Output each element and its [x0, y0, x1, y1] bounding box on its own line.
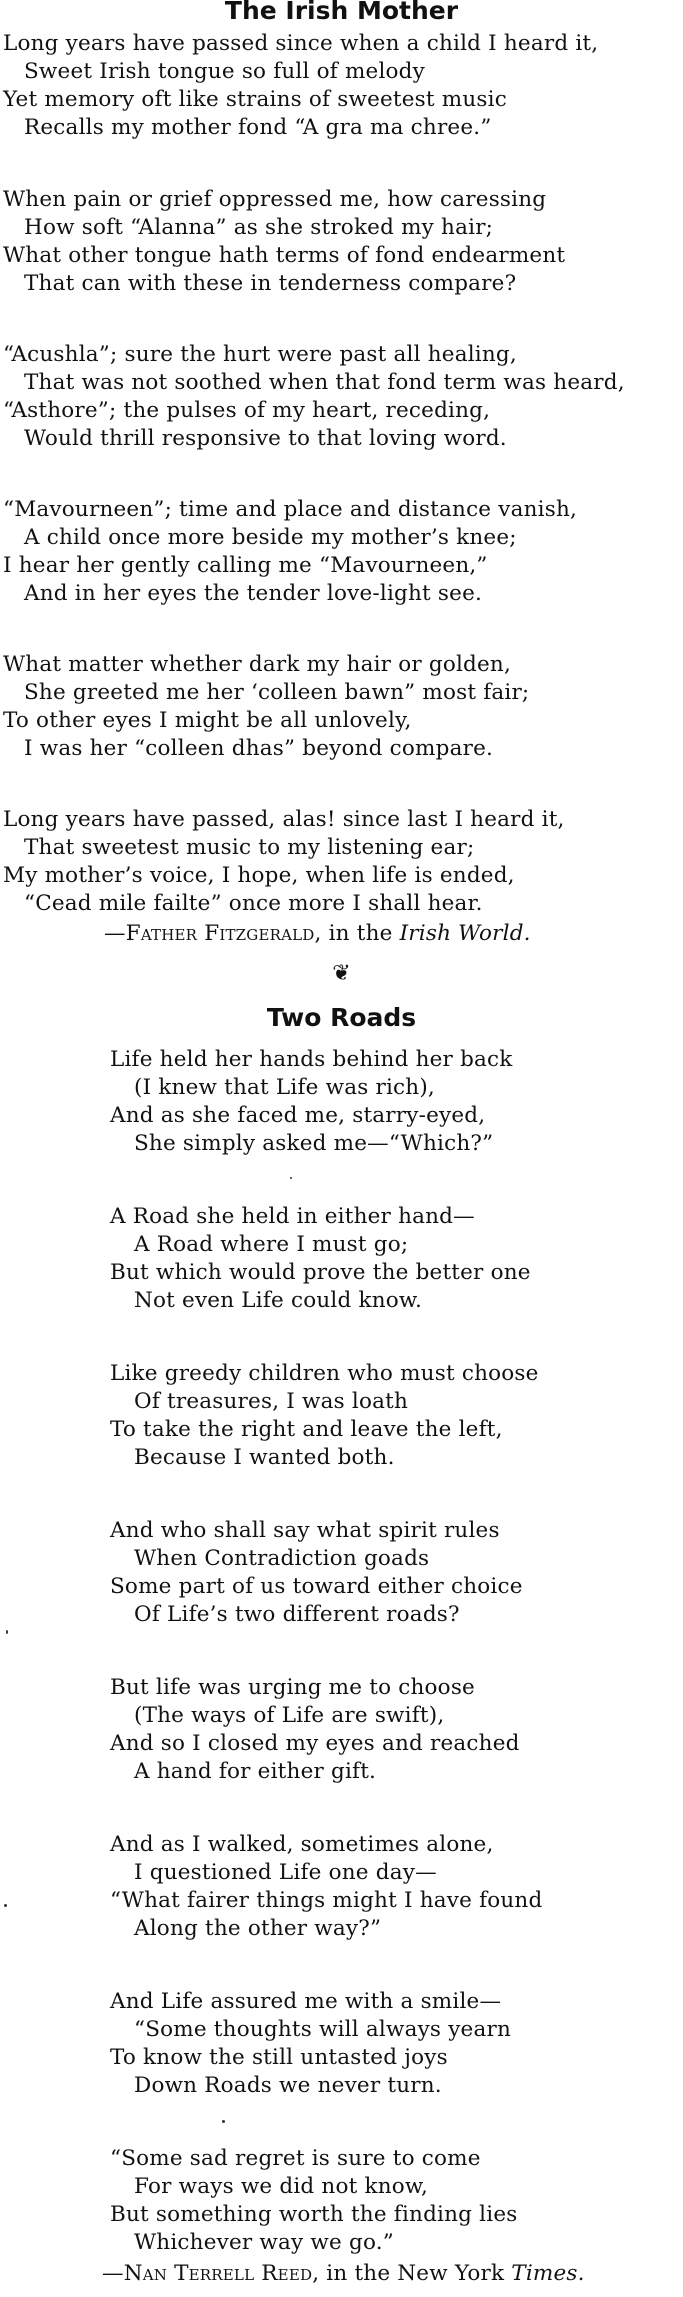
scan-speck	[4, 1904, 7, 1907]
poem-line: What other tongue hath terms of fond endearment	[3, 243, 566, 268]
poem-line: Some part of us toward either choice	[110, 1574, 523, 1599]
poem-line: That was not soothed when that fond term was heard,	[24, 370, 625, 395]
poem-line: Long years have passed, alas! since last I heard it,	[3, 807, 565, 832]
scan-speck	[6, 1630, 8, 1634]
attribution-author: Father Fitzgerald	[125, 921, 315, 946]
poem-line: That sweetest music to my listening ear;	[24, 835, 475, 860]
poem-attribution	[102, 2260, 585, 2288]
poem-line: “Mavourneen”; time and place and distance vanish,	[3, 497, 578, 522]
poem-line: When pain or grief oppressed me, how caressing	[3, 187, 547, 212]
poem-line: To take the right and leave the left,	[110, 1417, 503, 1442]
poem-line: How soft “Alanna” as she stroked my hair;	[24, 215, 494, 240]
poem-line: (The ways of Life are swift),	[134, 1703, 445, 1728]
poem-line: What matter whether dark my hair or golden,	[3, 652, 512, 677]
poem-attribution	[104, 920, 531, 948]
poem-line: A Road where I must go;	[134, 1232, 409, 1257]
poem-line: “Acushla”; sure the hurt were past all healing,	[3, 342, 517, 367]
poem-line: Long years have passed since when a child I heard it,	[3, 31, 599, 56]
scan-speck	[290, 1177, 292, 1179]
scan-speck	[222, 2120, 225, 2123]
poem-line: Down Roads we never turn.	[134, 2073, 442, 2098]
poem-line: Of treasures, I was loath	[134, 1389, 409, 1414]
poem-line: And so I closed my eyes and reached	[110, 1731, 520, 1756]
poem-line: (I knew that Life was rich),	[134, 1075, 435, 1100]
poem-line: That can with these in tenderness compare?	[24, 271, 517, 296]
poem-line: My mother’s voice, I hope, when life is ended,	[3, 863, 515, 888]
poem-line: Like greedy children who must choose	[110, 1361, 539, 1386]
poem-line: But life was urging me to choose	[110, 1675, 475, 1700]
poem-line: “Asthore”; the pulses of my heart, receding,	[3, 398, 491, 423]
poem-line: “Some thoughts will always yearn	[134, 2017, 512, 2042]
poem-line: To other eyes I might be all unlovely,	[3, 708, 412, 733]
poem-line: I hear her gently calling me “Mavourneen,”	[3, 553, 488, 578]
poem-line: But which would prove the better one	[110, 1260, 531, 1285]
poem-title: The Irish Mother	[224, 0, 459, 25]
poem-line: And Life assured me with a smile—	[110, 1989, 502, 2014]
poem-line: Yet memory oft like strains of sweetest music	[3, 87, 507, 112]
poem-line: And as I walked, sometimes alone,	[110, 1832, 494, 1857]
poem-line: A child once more beside my mother’s knee;	[24, 525, 517, 550]
poem-line: But something worth the finding lies	[110, 2202, 518, 2227]
poem-line: To know the still untasted joys	[110, 2045, 448, 2070]
poem-line: I questioned Life one day—	[134, 1860, 437, 1885]
poem-line: Whichever way we go.”	[134, 2230, 394, 2255]
poem-line: Not even Life could know.	[134, 1288, 422, 1313]
attribution-connector: , in the New York	[312, 2261, 512, 2286]
poem-line: Along the other way?”	[134, 1916, 382, 1941]
poem-line: She greeted me her ‘colleen bawn” most fair;	[24, 680, 530, 705]
fleuron-ornament-icon: ❦	[332, 961, 351, 986]
poem-line: For ways we did not know,	[134, 2174, 429, 2199]
poem-line: She simply asked me—“Which?”	[134, 1131, 494, 1156]
poem-line: And who shall say what spirit rules	[110, 1518, 500, 1543]
poem-line: Sweet Irish tongue so full of melody	[24, 59, 425, 84]
attribution-connector: , in the	[314, 921, 400, 946]
poem-line: A Road she held in either hand—	[110, 1204, 475, 1229]
poem-line: And as she faced me, starry-eyed,	[110, 1103, 486, 1128]
poem-line: Because I wanted both.	[134, 1445, 395, 1470]
attribution-dash: —	[102, 2261, 124, 2286]
attribution-dash: —	[104, 921, 126, 946]
attribution-publication: Times.	[511, 2261, 585, 2286]
attribution-author: Nan Terrell Reed	[123, 2261, 313, 2286]
poem-line: Recalls my mother fond “A gra ma chree.”	[24, 115, 492, 140]
poem-line: A hand for either gift.	[134, 1759, 377, 1784]
poem-line: I was her “colleen dhas” beyond compare.	[24, 736, 494, 761]
poem-line: When Contradiction goads	[134, 1546, 430, 1571]
poem-line: And in her eyes the tender love-light see.	[24, 581, 483, 606]
poem-line: Life held her hands behind her back	[110, 1047, 513, 1072]
poem-title: Two Roads	[266, 1003, 417, 1032]
attribution-publication: Irish World.	[399, 921, 531, 946]
poem-line: “Some sad regret is sure to come	[110, 2146, 481, 2171]
poem-line: Of Life’s two different roads?	[134, 1602, 460, 1627]
poem-line: “What fairer things might I have found	[110, 1888, 543, 1913]
poem-line: “Cead mile failte” once more I shall hear.	[24, 891, 483, 916]
poem-line: Would thrill responsive to that loving word.	[24, 426, 507, 451]
